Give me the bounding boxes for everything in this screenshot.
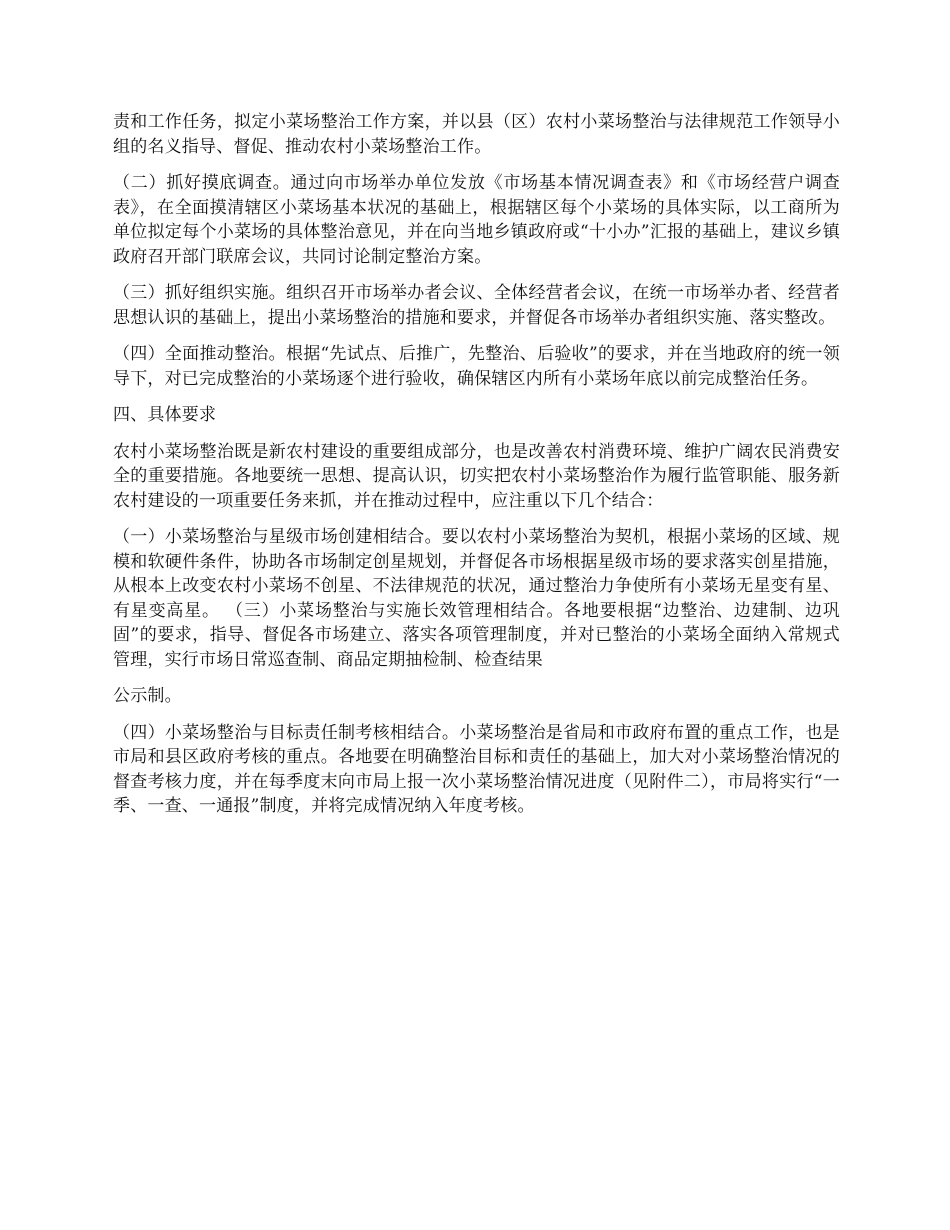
- section-heading: 四、具体要求: [113, 405, 217, 425]
- paragraph-3: （三）抓好组织实施。组织召开市场举办者会议、全体经营者会议，在统一市场举办者、经营者思想认识的基础上，提出小菜场整治的措施和要求，并督促各市场举办者组织实施、落实整改。: [113, 283, 840, 328]
- paragraph-1: 责和工作任务，拟定小菜场整治工作方案，并以县（区）农村小菜场整治与法律规范工作领导小组的名义指导、督促、推动农村小菜场整治工作。: [113, 112, 840, 157]
- paragraph-4: （四）全面推动整治。根据“先试点、后推广，先整治、后验收”的要求，并在当地政府的统一领导下，对已完成整治的小菜场逐个进行验收，确保辖区内所有小菜场年底以前完成整治任务。: [113, 344, 840, 389]
- paragraph-2: （二）抓好摸底调查。通过向市场举办单位发放《市场基本情况调查表》和《市场经营户调查表》，在全面摸清辖区小菜场基本状况的基础上，根据辖区每个小菜场的具体实际，以工商所为单位拟定每个小菜场的具体整治意见，并在向当地乡镇政府或“十小办”汇报的基础上，建议乡镇政府召开部门联席会议，共同讨论制定整治方案。: [113, 173, 840, 267]
- document-body: [113, 110, 840, 831]
- paragraph-8: （四）小菜场整治与目标责任制考核相结合。小菜场整治是省局和市政府布置的重点工作，也是市局和县区政府考核的重点。各地要在明确整治目标和责任的基础上，加大对小菜场整治情况的督查考核力度，并在每季度末向市局上报一次小菜场整治情况进度（见附件二），市局将实行“一季、一查、一通报”制度，并将完成情况纳入年度考核。: [113, 722, 840, 816]
- paragraph-5: 农村小菜场整治既是新农村建设的重要组成部分，也是改善农村消费环境、维护广阔农民消费安全的重要措施。各地要统一思想、提高认识，切实把农村小菜场整治作为履行监管职能、服务新农村建设的一项重要任务来抓，并在推动过程中，应注重以下几个结合：: [113, 441, 840, 511]
- paragraph-7: 公示制。: [113, 686, 182, 706]
- paragraph-6: （一）小菜场整治与星级市场创建相结合。要以农村小菜场整治为契机，根据小菜场的区域、规模和软硬件条件，协助各市场制定创星规划，并督促各市场根据星级市场的要求落实创星措施，从根本上改变农村小菜场不创星、不法律规范的状况，通过整治力争使所有小菜场无星变有星、有星变高星。 （三）小菜场整治与实施长效管理相结合。各地要根据“边整治、边建制、边巩固”的要求，指导、督促各市场建立、落实各项管理制度，并对已整治的小菜场全面纳入常规式管理，实行市场日常巡查制、商品定期抽检制、检查结果: [113, 527, 840, 670]
